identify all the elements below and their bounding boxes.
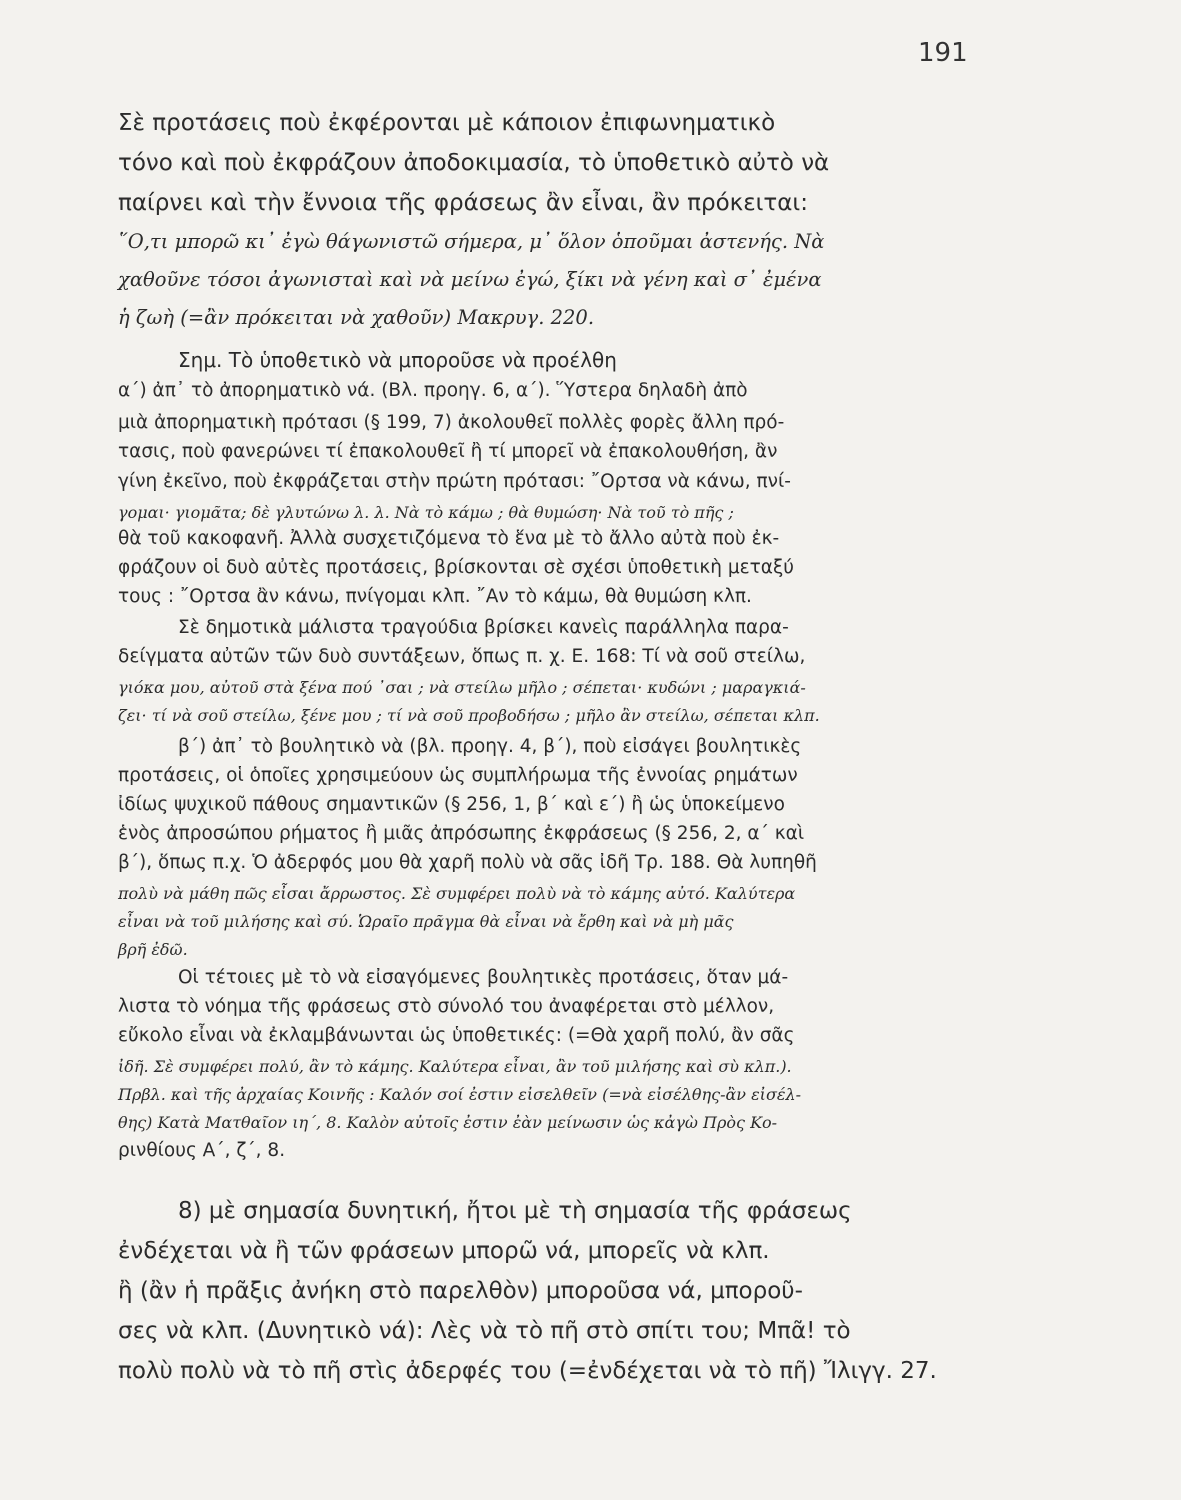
- text-line: β΄), ὅπως π.χ. Ὁ ἀδερφός μου θὰ χαρῆ πολὺ νὰ σᾶς ἰδῆ Τρ. 188. Θὰ λυπηθῆ: [118, 852, 817, 873]
- note-heading: Σημ. Τὸ ὑποθετικὸ νὰ μποροῦσε νὰ προέλθη: [178, 348, 617, 372]
- text-line: προτάσεις, οἱ ὁποῖες χρησιμεύουν ὡς συμπλήρωμα τῆς ἐννοίας ρημάτων: [118, 765, 798, 786]
- text-line: ἰδίως ψυχικοῦ πάθους σημαντικῶν (§ 256, 1, β΄ καὶ ε΄) ἢ ὡς ὑποκείμενο: [118, 794, 785, 815]
- text-line: θὰ τοῦ κακοφανῆ. Ἀλλὰ συσχετιζόμενα τὸ ἕνα μὲ τὸ ἄλλο αὐτὰ ποὺ ἐκ-: [118, 528, 780, 549]
- text-line: ζει· τί νὰ σοῦ στείλω, ξένε μου ; τί νὰ σοῦ προβοδήσω ; μῆλο ἂν στείλω, σέπεται κλπ.: [118, 706, 820, 725]
- text-line: Οἱ τέτοιες μὲ τὸ νὰ εἰσαγόμενες βουλητικὲς προτάσεις, ὅταν μά-: [178, 967, 789, 988]
- text-line: τόνο καὶ ποὺ ἐκφράζουν ἀποδοκιμασία, τὸ ὑποθετικὸ αὐτὸ νὰ: [118, 150, 830, 176]
- text-line: ἰδῆ. Σὲ συμφέρει πολύ, ἂν τὸ κάμης. Καλύτερα εἶναι, ἂν τοῦ μιλήσης καὶ σὺ κλπ.).: [118, 1057, 792, 1076]
- text-line: α΄) ἀπ᾿ τὸ ἀπορηματικὸ νά. (Βλ. προηγ. 6, α΄). Ὕστερα δηλαδὴ ἀπὸ: [118, 380, 748, 401]
- text-line: μιὰ ἀπορηματικὴ πρότασι (§ 199, 7) ἀκολουθεῖ πολλὲς φορὲς ἄλλη πρό-: [118, 412, 785, 433]
- text-line: πολὺ πολὺ νὰ τὸ πῆ στὶς ἀδερφές του (=ἐνδέχεται νὰ τὸ πῆ) Ἴλιγγ. 27.: [118, 1358, 937, 1384]
- text-line: φράζουν οἱ δυὸ αὐτὲς προτάσεις, βρίσκονται σὲ σχέσι ὑποθετικὴ μεταξύ: [118, 557, 794, 578]
- text-line: ρινθίους Α΄, ζ΄, 8.: [118, 1140, 286, 1161]
- text-line: β΄) ἀπ᾿ τὸ βουλητικὸ νὰ (βλ. προηγ. 4, β΄), ποὺ εἰσάγει βουλητικὲς: [178, 736, 802, 757]
- text-line: ἢ (ἂν ἡ πρᾶξις ἀνήκη στὸ παρελθὸν) μποροῦσα νά, μποροῦ-: [118, 1278, 803, 1304]
- text-line: γομαι· γιομᾶτα; δὲ γλυτώνω λ. λ. Νὰ τὸ κάμω ; θὰ θυμώση· Νὰ τοῦ τὸ πῆς ;: [118, 503, 734, 522]
- text-line: ῞Ο,τι μπορῶ κι᾿ ἐγὼ θάγωνιστῶ σήμερα, μ᾿ ὅλον ὁποῦμαι ἀστενής. Νὰ: [118, 230, 825, 253]
- text-line: λιστα τὸ νόημα τῆς φράσεως στὸ σύνολό του ἀναφέρεται στὸ μέλλον,: [118, 996, 775, 1017]
- text-line: ἑνὸς ἀπροσώπου ρήματος ἢ μιᾶς ἀπρόσωπης ἐκφράσεως (§ 256, 2, α΄ καὶ: [118, 823, 805, 844]
- text-line: πολὺ νὰ μάθη πῶς εἶσαι ἄρρωστος. Σὲ συμφέρει πολὺ νὰ τὸ κάμης αὐτό. Καλύτερα: [118, 884, 796, 903]
- text-line: βρῆ ἐδῶ.: [118, 940, 188, 959]
- text-line: εὔκολο εἶναι νὰ ἐκλαμβάνωνται ὡς ὑποθετικές: (=Θὰ χαρῆ πολύ, ἂν σᾶς: [118, 1025, 795, 1046]
- text-line: τασις, ποὺ φανερώνει τί ἐπακολουθεῖ ἢ τί μπορεῖ νὰ ἐπακολουθήση, ἂν: [118, 441, 778, 462]
- text-line: ἐνδέχεται νὰ ἢ τῶν φράσεων μπορῶ νά, μπορεῖς νὰ κλπ.: [118, 1238, 770, 1264]
- text-line: Σὲ δημοτικὰ μάλιστα τραγούδια βρίσκει κανεὶς παράλληλα παρα-: [178, 617, 789, 638]
- text-line: 8) μὲ σημασία δυνητική, ἤτοι μὲ τὴ σημασία τῆς φράσεως: [178, 1198, 852, 1224]
- text-line: γίνη ἐκεῖνο, ποὺ ἐκφράζεται στὴν πρώτη πρότασι: ῎Ορτσα νὰ κάνω, πνί-: [118, 471, 791, 492]
- text-line: ἡ ζωὴ (=ἂν πρόκειται νὰ χαθοῦν) Μακρυγ. 220.: [118, 306, 595, 329]
- text-line: παίρνει καὶ τὴν ἔννοια τῆς φράσεως ἂν εἶναι, ἂν πρόκειται:: [118, 190, 808, 216]
- text-line: εἶναι νὰ τοῦ μιλήσης καὶ σύ. Ὡραῖο πρᾶγμα θὰ εἶναι νὰ ἔρθη καὶ νὰ μὴ μᾶς: [118, 912, 734, 931]
- text-line: χαθοῦνε τόσοι ἀγωνισταὶ καὶ νὰ μείνω ἐγώ, ξίκι νὰ γένη καὶ σ᾿ ἐμένα: [118, 268, 822, 291]
- page-number: 191: [918, 38, 968, 68]
- text-line: Σὲ προτάσεις ποὺ ἐκφέρονται μὲ κάποιον ἐπιφωνηματικὸ: [118, 110, 776, 136]
- text-line: τους : ῎Ορτσα ἂν κάνω, πνίγομαι κλπ. ῎Αν τὸ κάμω, θὰ θυμώση κλπ.: [118, 586, 752, 607]
- text-line: Πρβλ. καὶ τῆς ἀρχαίας Κοινῆς : Καλόν σοί ἐστιν εἰσελθεῖν (=νὰ εἰσέλθης-ἂν εἰσέλ-: [118, 1085, 801, 1104]
- text-line: γιόκα μου, αὐτοῦ στὰ ξένα πού ᾿σαι ; νὰ στείλω μῆλο ; σέπεται· κυδώνι ; μαραγκιά-: [118, 678, 806, 697]
- text-line: σες νὰ κλπ. (Δυνητικὸ νά): Λὲς νὰ τὸ πῆ στὸ σπίτι του; Μπᾶ! τὸ: [118, 1318, 851, 1344]
- text-line: δείγματα αὐτῶν τῶν δυὸ συντάξεων, ὅπως π. χ. Ε. 168: Τί νὰ σοῦ στείλω,: [118, 646, 806, 667]
- text-line: θης) Κατὰ Ματθαῖον ιη΄, 8. Καλὸν αὐτοῖς ἐστιν ἐὰν μείνωσιν ὡς κἀγὼ Πρὸς Κο-: [118, 1113, 778, 1132]
